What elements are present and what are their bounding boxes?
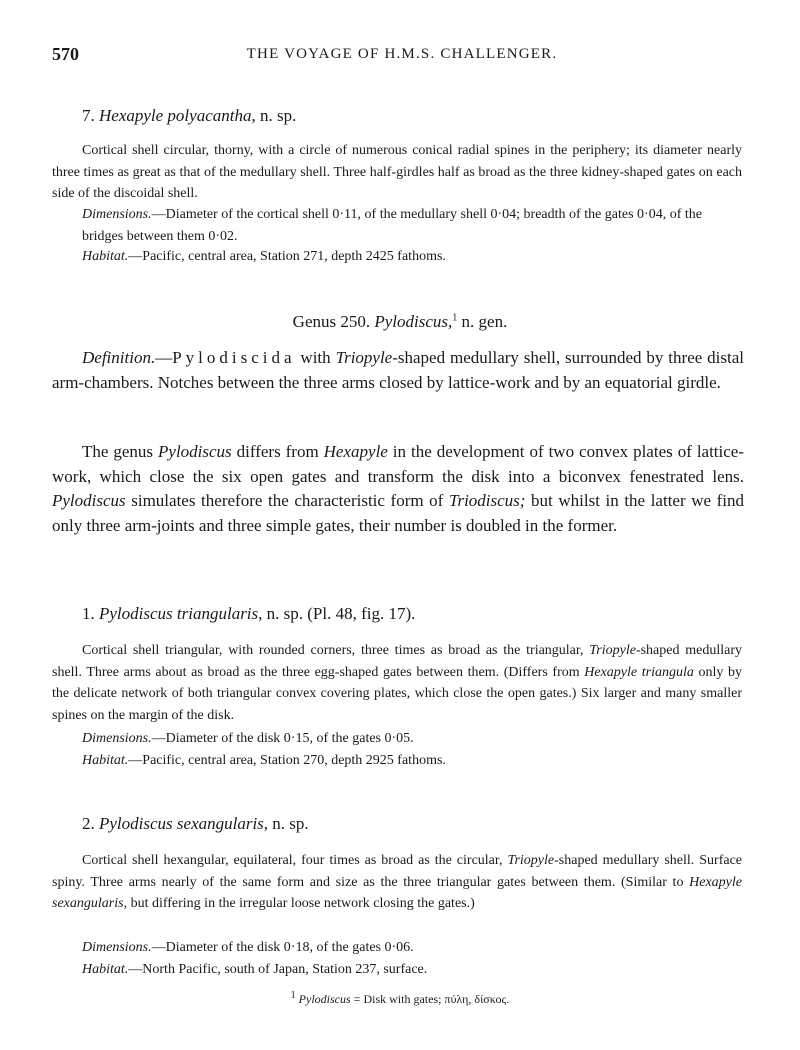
- dimensions-text: —Diameter of the disk 0·18, of the gates 0·06.: [151, 940, 414, 955]
- genus-discussion: The genus Pylodiscus differs from Hexapyle in the development of two convex plates of lattice-work, which close the six open gates and transform the disk into a biconvex fenestrated lens. Pylodiscus simulates therefore the characteristic form of Triodiscus; but whilst in the latter we find only three arm-joints and three simple gates, their number is doubled in the former.: [52, 442, 745, 535]
- species-suffix: , n. sp. (Pl. 48, fig. 17).: [258, 604, 416, 623]
- species-heading-pylodiscus-triangularis: [82, 604, 415, 624]
- species-description: Cortical shell hexangular, equilateral, four times as broad as the circular, Triopyle-shaped medullary shell. Surface spiny. Three arms nearly of the same form and size as the three triangular gates between them. (Similar to Hexapyle sexangularis, but differing in the irregular loose network closing the gates.): [52, 853, 742, 911]
- dimensions-label: Dimensions.: [82, 731, 152, 746]
- footnote: [0, 990, 800, 1007]
- habitat-text: —Pacific, central area, Station 270, depth 2925 fathoms.: [128, 753, 446, 768]
- dimensions-text: —Diameter of the cortical shell 0·11, of the medullary shell 0·04; breadth of the gates 0·04, of the bridges between them 0·02.: [82, 207, 702, 244]
- dimensions-label: Dimensions.: [82, 207, 152, 222]
- dimensions-label: Dimensions.: [82, 940, 152, 955]
- footnote-term: Pylodiscus: [298, 992, 351, 1006]
- page-number: 570: [52, 44, 79, 64]
- species-number: 2.: [82, 814, 95, 833]
- habitat-text: —Pacific, central area, Station 271, depth 2425 fathoms.: [128, 249, 446, 264]
- footnote-text: = Disk with gates; πύλη, δίσκος.: [350, 992, 510, 1006]
- genus-definition: Definition.—Pylodiscida with Triopyle-shaped medullary shell, surrounded by three distal arm-chambers. Notches between the three arms closed by lattice-work and by an equatorial girdle.: [52, 348, 745, 392]
- species-number: 1.: [82, 604, 95, 623]
- species-number: 7.: [82, 106, 95, 125]
- species-name: Hexapyle polyacantha: [99, 106, 252, 125]
- species-name: Pylodiscus sexangularis: [99, 814, 264, 833]
- genus-name: Pylodiscus,: [374, 312, 453, 331]
- species-description: Cortical shell circular, thorny, with a circle of numerous conical radial spines in the periphery; its diameter nearly three times as great as that of the medullary shell. Three half-girdles half as broad as the three kidney-shaped gates on each side of the discoidal shell.: [52, 143, 742, 201]
- species-suffix: , n. sp.: [263, 814, 309, 833]
- habitat-label: Habitat.: [82, 753, 129, 768]
- habitat-label: Habitat.: [82, 962, 129, 977]
- running-title: THE VOYAGE OF H.M.S. CHALLENGER.: [246, 46, 558, 62]
- species-habitat: [82, 750, 742, 772]
- footnote-mark: 1: [290, 990, 296, 1001]
- species-habitat: [82, 959, 742, 981]
- footnote-ref: 1: [452, 312, 458, 324]
- definition-label: Definition.: [82, 348, 156, 367]
- genus-prefix: Genus 250.: [292, 312, 371, 331]
- dimensions-text: —Diameter of the disk 0·15, of the gates 0·05.: [151, 731, 414, 746]
- habitat-text: —North Pacific, south of Japan, Station 237, surface.: [128, 962, 428, 977]
- species-dimensions: [82, 728, 742, 750]
- species-description: Cortical shell triangular, with rounded corners, three times as broad as the triangular, Triopyle-shaped medullary shell. Three arms about as broad as the three egg-shaped gates between them. (Differs from Hexapyle triangula only by the delicate network of both triangular convex covering plates, which close the open gates.) Six larger and many smaller spines on the margin of the disk.: [52, 643, 743, 723]
- species-dimensions: [82, 937, 742, 959]
- species-habitat: [82, 246, 742, 268]
- genus-suffix: n. gen.: [457, 312, 508, 331]
- definition-group: Pylodiscida: [172, 348, 296, 367]
- habitat-label: Habitat.: [82, 249, 129, 264]
- genus-heading: [0, 312, 800, 332]
- species-suffix: , n. sp.: [251, 106, 297, 125]
- species-heading-pylodiscus-sexangularis: [82, 814, 309, 834]
- page-header: [52, 44, 752, 68]
- species-heading-hexapyle-polyacantha: [82, 106, 296, 126]
- species-dimensions: [82, 204, 742, 247]
- species-name: Pylodiscus triangularis: [99, 604, 259, 623]
